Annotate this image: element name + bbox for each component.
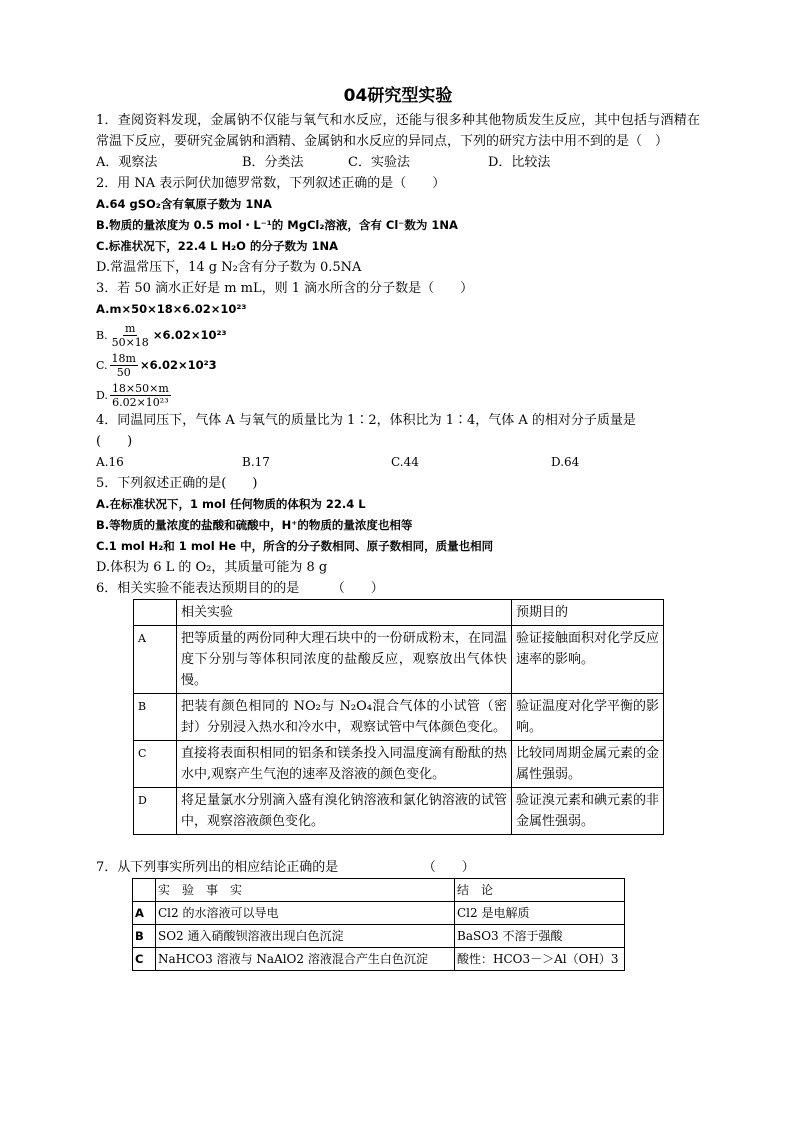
q4-option-a: A.16 [96,455,124,469]
q5-option-c: C.1 mol H₂和 1 mol He 中，所含的分子数相同、原子数相同，质量也相同 [96,539,494,553]
q1-option-c: C．实验法 [348,155,410,170]
q7-row-b-fact: SO2 通入硝酸钡溶液出现白色沉淀 [156,925,455,948]
q5-stem: 5．下列叙述正确的是( ) [96,476,258,491]
q6-row-b-label: B [134,694,177,741]
q7-row-b-conclusion: BaSO3 不溶于强酸 [455,925,625,948]
q3-option-b-numerator: m [124,321,136,335]
q3-option-c-label: C. [96,358,108,372]
q4-option-c: C.44 [391,455,419,469]
q6-header-label [134,600,177,626]
q2-option-c: C.标准状况下，22.4 L H₂O 的分子数为 1NA [96,239,338,253]
q6-row-d-label: D [134,788,177,835]
q3-option-c-tail: ×6.02×10²3 [139,357,217,372]
q3-option-d-numerator: 18×50×m [111,381,169,395]
q1-options [96,152,700,173]
document-page [96,84,700,971]
q3-option-b-denominator: 50×18 [111,335,149,349]
q2-stem: 2．用 NA 表示阿伏加德罗常数，下列叙述正确的是（ ） [96,176,446,191]
q6-table-header [134,600,664,626]
q3-option-b-fraction [110,322,151,349]
q3-option-d-fraction [110,382,171,409]
q3-option-b-tail: ×6.02×10²³ [152,327,227,342]
q4-option-b: B.17 [242,455,270,469]
q7-row-c-fact: NaHCO3 溶液与 NaAlO2 溶液混合产生白色沉淀 [156,948,455,971]
table-row [134,788,664,835]
q1-option-a: A．观察法 [96,155,158,170]
q7-row-a-fact: Cl2 的水溶液可以导电 [156,902,455,925]
table-row [133,948,625,971]
q6-row-d-experiment: 将足量氯水分别滴入盛有溴化钠溶液和氯化钠溶液的试管中，观察溶液颜色变化。 [177,788,512,835]
q6-row-c-purpose: 比较同周期金属元素的金属性强弱。 [512,741,664,788]
q5-option-a: A.在标准状况下，1 mol 任何物质的体积为 22.4 L [96,497,366,511]
q3-option-c [96,350,700,380]
q6-table [133,599,664,835]
table-row [134,626,664,694]
q4-stem-paren: ( ) [96,434,133,449]
q6-stem: 6．相关实验不能表达预期目的的是 （ ） [96,581,384,596]
q3-option-d [96,380,700,410]
q7-table-header [133,879,625,902]
q3-stem: 3．若 50 滴水正好是 m mL，则 1 滴水所含的分子数是（ ） [96,281,474,296]
q7-row-c-conclusion: 酸性：HCO3－＞Al（OH）3 [455,948,625,971]
table-row [133,925,625,948]
q6-row-a-experiment: 把等质量的两份同种大理石块中的一份研成粉末，在同温度下分别与等体积同浓度的盐酸反应，观察放出气体快慢。 [177,626,512,694]
q3-option-d-denominator: 6.02×10²³ [112,395,169,409]
q3-option-a: A.m×50×18×6.02×10²³ [96,302,247,316]
q1-option-b: B．分类法 [242,155,304,170]
q6-row-a-label: A [134,626,177,694]
q4-stem: 4．同温同压下，气体 A 与氧气的质量比为 1∶2，体积比为 1∶4，气体 A 的相对分子质量是 [96,413,636,428]
q3-option-b-label: B. [96,328,108,342]
page-title: 04研究型实验 [343,86,453,106]
q7-header-conclusion: 结 论 [455,879,625,902]
q1-stem: 1．查阅资料发现，金属钠不仅能与氧气和水反应，还能与很多种其他物质发生反应，其中包括与酒精在常温下反应，要研究金属钠和酒精、金属钠和水反应的异同点，下列的研究方法中用不到的是（ ） [96,113,700,149]
table-row [134,694,664,741]
q6-row-c-experiment: 直接将表面积相同的铝条和镁条投入同温度滴有酚酞的热水中,观察产生气泡的速率及溶液的颜色变化。 [177,741,512,788]
q6-header-experiment: 相关实验 [177,600,512,626]
q3-option-c-denominator: 50 [116,365,131,379]
q2-option-a: A.64 gSO₂含有氧原子数为 1NA [96,197,272,211]
q7-row-c-label: C [133,948,156,971]
q7-stem: 7．从下列事实所列出的相应结论正确的是 （ ） [96,860,475,875]
q6-row-c-label: C [134,741,177,788]
q5-option-d: D.体积为 6 L 的 O₂，其质量可能为 8 g [96,560,328,575]
q7-row-b-label: B [133,925,156,948]
q6-row-b-experiment: 把装有颜色相同的 NO₂与 N₂O₄混合气体的小试管（密封）分别浸入热水和冷水中，观察试管中气体颜色变化。 [177,694,512,741]
table-row [133,902,625,925]
q7-table [132,878,625,971]
q4-options [96,452,700,473]
q6-row-b-purpose: 验证温度对化学平衡的影响。 [512,694,664,741]
table-row [134,741,664,788]
q7-row-a-conclusion: Cl2 是电解质 [455,902,625,925]
q3-option-c-fraction [110,352,138,379]
q6-header-purpose: 预期目的 [512,600,664,626]
q2-option-d: D.常温常压下，14 g N₂含有分子数为 0.5NA [96,260,362,275]
q6-row-d-purpose: 验证溴元素和碘元素的非金属性强弱。 [512,788,664,835]
q7-header-label [133,879,156,902]
q1-option-d: D．比较法 [488,155,551,170]
q3-option-d-label: D. [96,388,108,402]
q4-option-d: D.64 [551,455,580,469]
q3-option-b [96,320,700,350]
q3-option-c-numerator: 18m [111,351,136,365]
q2-option-b: B.物质的量浓度为 0.5 mol・L⁻¹的 MgCl₂溶液，含有 Cl⁻数为 1NA [96,218,458,232]
q7-row-a-label: A [133,902,156,925]
q5-option-b: B.等物质的量浓度的盐酸和硫酸中，H⁺的物质的量浓度也相等 [96,518,413,532]
q6-row-a-purpose: 验证接触面积对化学反应速率的影响。 [512,626,664,694]
q7-header-fact: 实 验 事 实 [156,879,455,902]
